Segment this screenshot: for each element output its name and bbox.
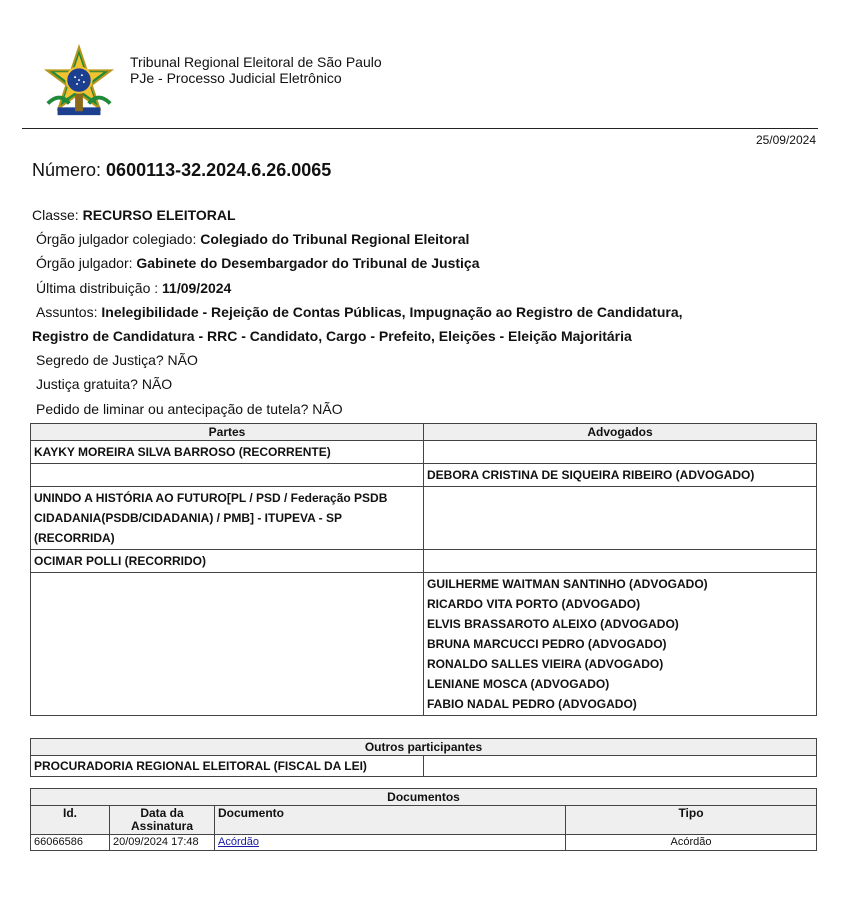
classe-value: RECURSO ELEITORAL <box>82 207 236 223</box>
court-name: Tribunal Regional Eleitoral de São Paulo <box>130 54 382 70</box>
table-row <box>31 550 817 573</box>
classe-row <box>32 203 822 227</box>
liminar-row: Pedido de liminar ou antecipação de tutela? NÃO <box>36 400 343 417</box>
col-data-assinatura: Data da Assinatura <box>110 806 215 835</box>
orgao-colegiado-row <box>32 227 822 251</box>
lawyer-item: FABIO NADAL PEDRO (ADVOGADO) <box>427 697 637 711</box>
lawyer-item: RICARDO VITA PORTO (ADVOGADO) <box>427 597 641 611</box>
orgao-value: Gabinete do Desembargador do Tribunal de Justiça <box>136 255 480 272</box>
other-participants-title: Outros participantes <box>31 739 817 756</box>
brazil-coat-of-arms-icon <box>40 42 118 122</box>
table-row <box>31 441 817 464</box>
col-id: Id. <box>31 806 110 835</box>
distribuicao-row <box>32 276 822 300</box>
assuntos-label: Assuntos: <box>36 303 98 320</box>
process-number-label: Número: <box>32 160 102 180</box>
lawyer-item: ELVIS BRASSAROTO ALEIXO (ADVOGADO) <box>427 617 679 631</box>
doc-id-cell: 66066586 <box>31 835 110 851</box>
empty-cell <box>424 756 817 777</box>
classe-label: Classe: <box>32 207 79 223</box>
segredo-row: Segredo de Justiça? NÃO <box>36 352 198 369</box>
other-participants-header-row <box>31 739 817 756</box>
document-link[interactable]: Acórdão <box>218 836 259 848</box>
distribuicao-label: Última distribuição : <box>36 279 159 296</box>
organization-name <box>130 54 382 86</box>
doc-date-cell: 20/09/2024 17:48 <box>110 835 215 851</box>
parties-table <box>30 423 817 716</box>
lawyer-item: BRUNA MARCUCCI PEDRO (ADVOGADO) <box>427 637 667 651</box>
process-number-value: 0600113-32.2024.6.26.0065 <box>106 160 332 180</box>
assuntos-value-line2: Registro de Candidatura - RRC - Candidato, Cargo - Prefeito, Eleições - Eleição Majoritária <box>32 328 632 345</box>
col-tipo: Tipo <box>566 806 817 835</box>
col-documento: Documento <box>215 806 566 835</box>
table-row <box>31 487 817 550</box>
distribuicao-value: 11/09/2024 <box>162 279 232 296</box>
documents-title-row <box>31 789 817 806</box>
orgao-colegiado-label: Órgão julgador colegiado: <box>36 231 197 248</box>
orgao-colegiado-value: Colegiado do Tribunal Regional Eleitoral <box>200 231 470 248</box>
table-row <box>31 835 817 851</box>
table-row <box>31 756 817 777</box>
documents-table <box>30 788 817 851</box>
orgao-row <box>32 251 822 275</box>
col-advogados: Advogados <box>424 424 817 441</box>
other-participants-table <box>30 738 817 777</box>
table-row <box>31 464 817 487</box>
lawyer-item: LENIANE MOSCA (ADVOGADO) <box>427 677 610 691</box>
assuntos-value-line1: Inelegibilidade - Rejeição de Contas Públicas, Impugnação ao Registro de Candidatura, <box>101 303 683 320</box>
process-number <box>32 160 331 181</box>
lawyer-cell <box>424 487 817 550</box>
lawyer-item: GUILHERME WAITMAN SANTINHO (ADVOGADO) <box>427 577 708 591</box>
assuntos-continuation <box>32 324 822 348</box>
orgao-label: Órgão julgador: <box>36 255 133 272</box>
lawyer-list-cell <box>424 573 817 716</box>
gratuita-row: Justiça gratuita? NÃO <box>36 376 173 393</box>
documents-header-row <box>31 806 817 835</box>
party-cell: OCIMAR POLLI (RECORRIDO) <box>31 550 424 573</box>
table-row <box>31 573 817 716</box>
col-partes: Partes <box>31 424 424 441</box>
issue-date: 25/09/2024 <box>755 133 816 147</box>
parties-header-row <box>31 424 817 441</box>
party-cell <box>31 464 424 487</box>
assuntos-row <box>32 300 822 324</box>
party-cell: UNINDO A HISTÓRIA AO FUTURO[PL / PSD / Federação PSDB CIDADANIA(PSDB/CIDADANIA) / PMB] - ITUPEVA - SP (RECORRIDA) <box>31 487 424 550</box>
party-cell <box>31 573 424 716</box>
participant-cell: PROCURADORIA REGIONAL ELEITORAL (FISCAL DA LEI) <box>31 756 424 777</box>
lawyer-item: RONALDO SALLES VIEIRA (ADVOGADO) <box>427 657 664 671</box>
documents-title: Documentos <box>31 789 817 806</box>
doc-name-cell <box>215 835 566 851</box>
lawyer-cell: DEBORA CRISTINA DE SIQUEIRA RIBEIRO (ADVOGADO) <box>424 464 817 487</box>
lawyer-cell <box>424 550 817 573</box>
lawyer-cell <box>424 441 817 464</box>
header-divider <box>22 128 818 129</box>
system-name: PJe - Processo Judicial Eletrônico <box>130 70 342 86</box>
process-details <box>32 203 822 421</box>
document-header <box>40 42 820 128</box>
doc-type-cell: Acórdão <box>566 835 817 851</box>
party-cell: KAYKY MOREIRA SILVA BARROSO (RECORRENTE) <box>31 441 424 464</box>
